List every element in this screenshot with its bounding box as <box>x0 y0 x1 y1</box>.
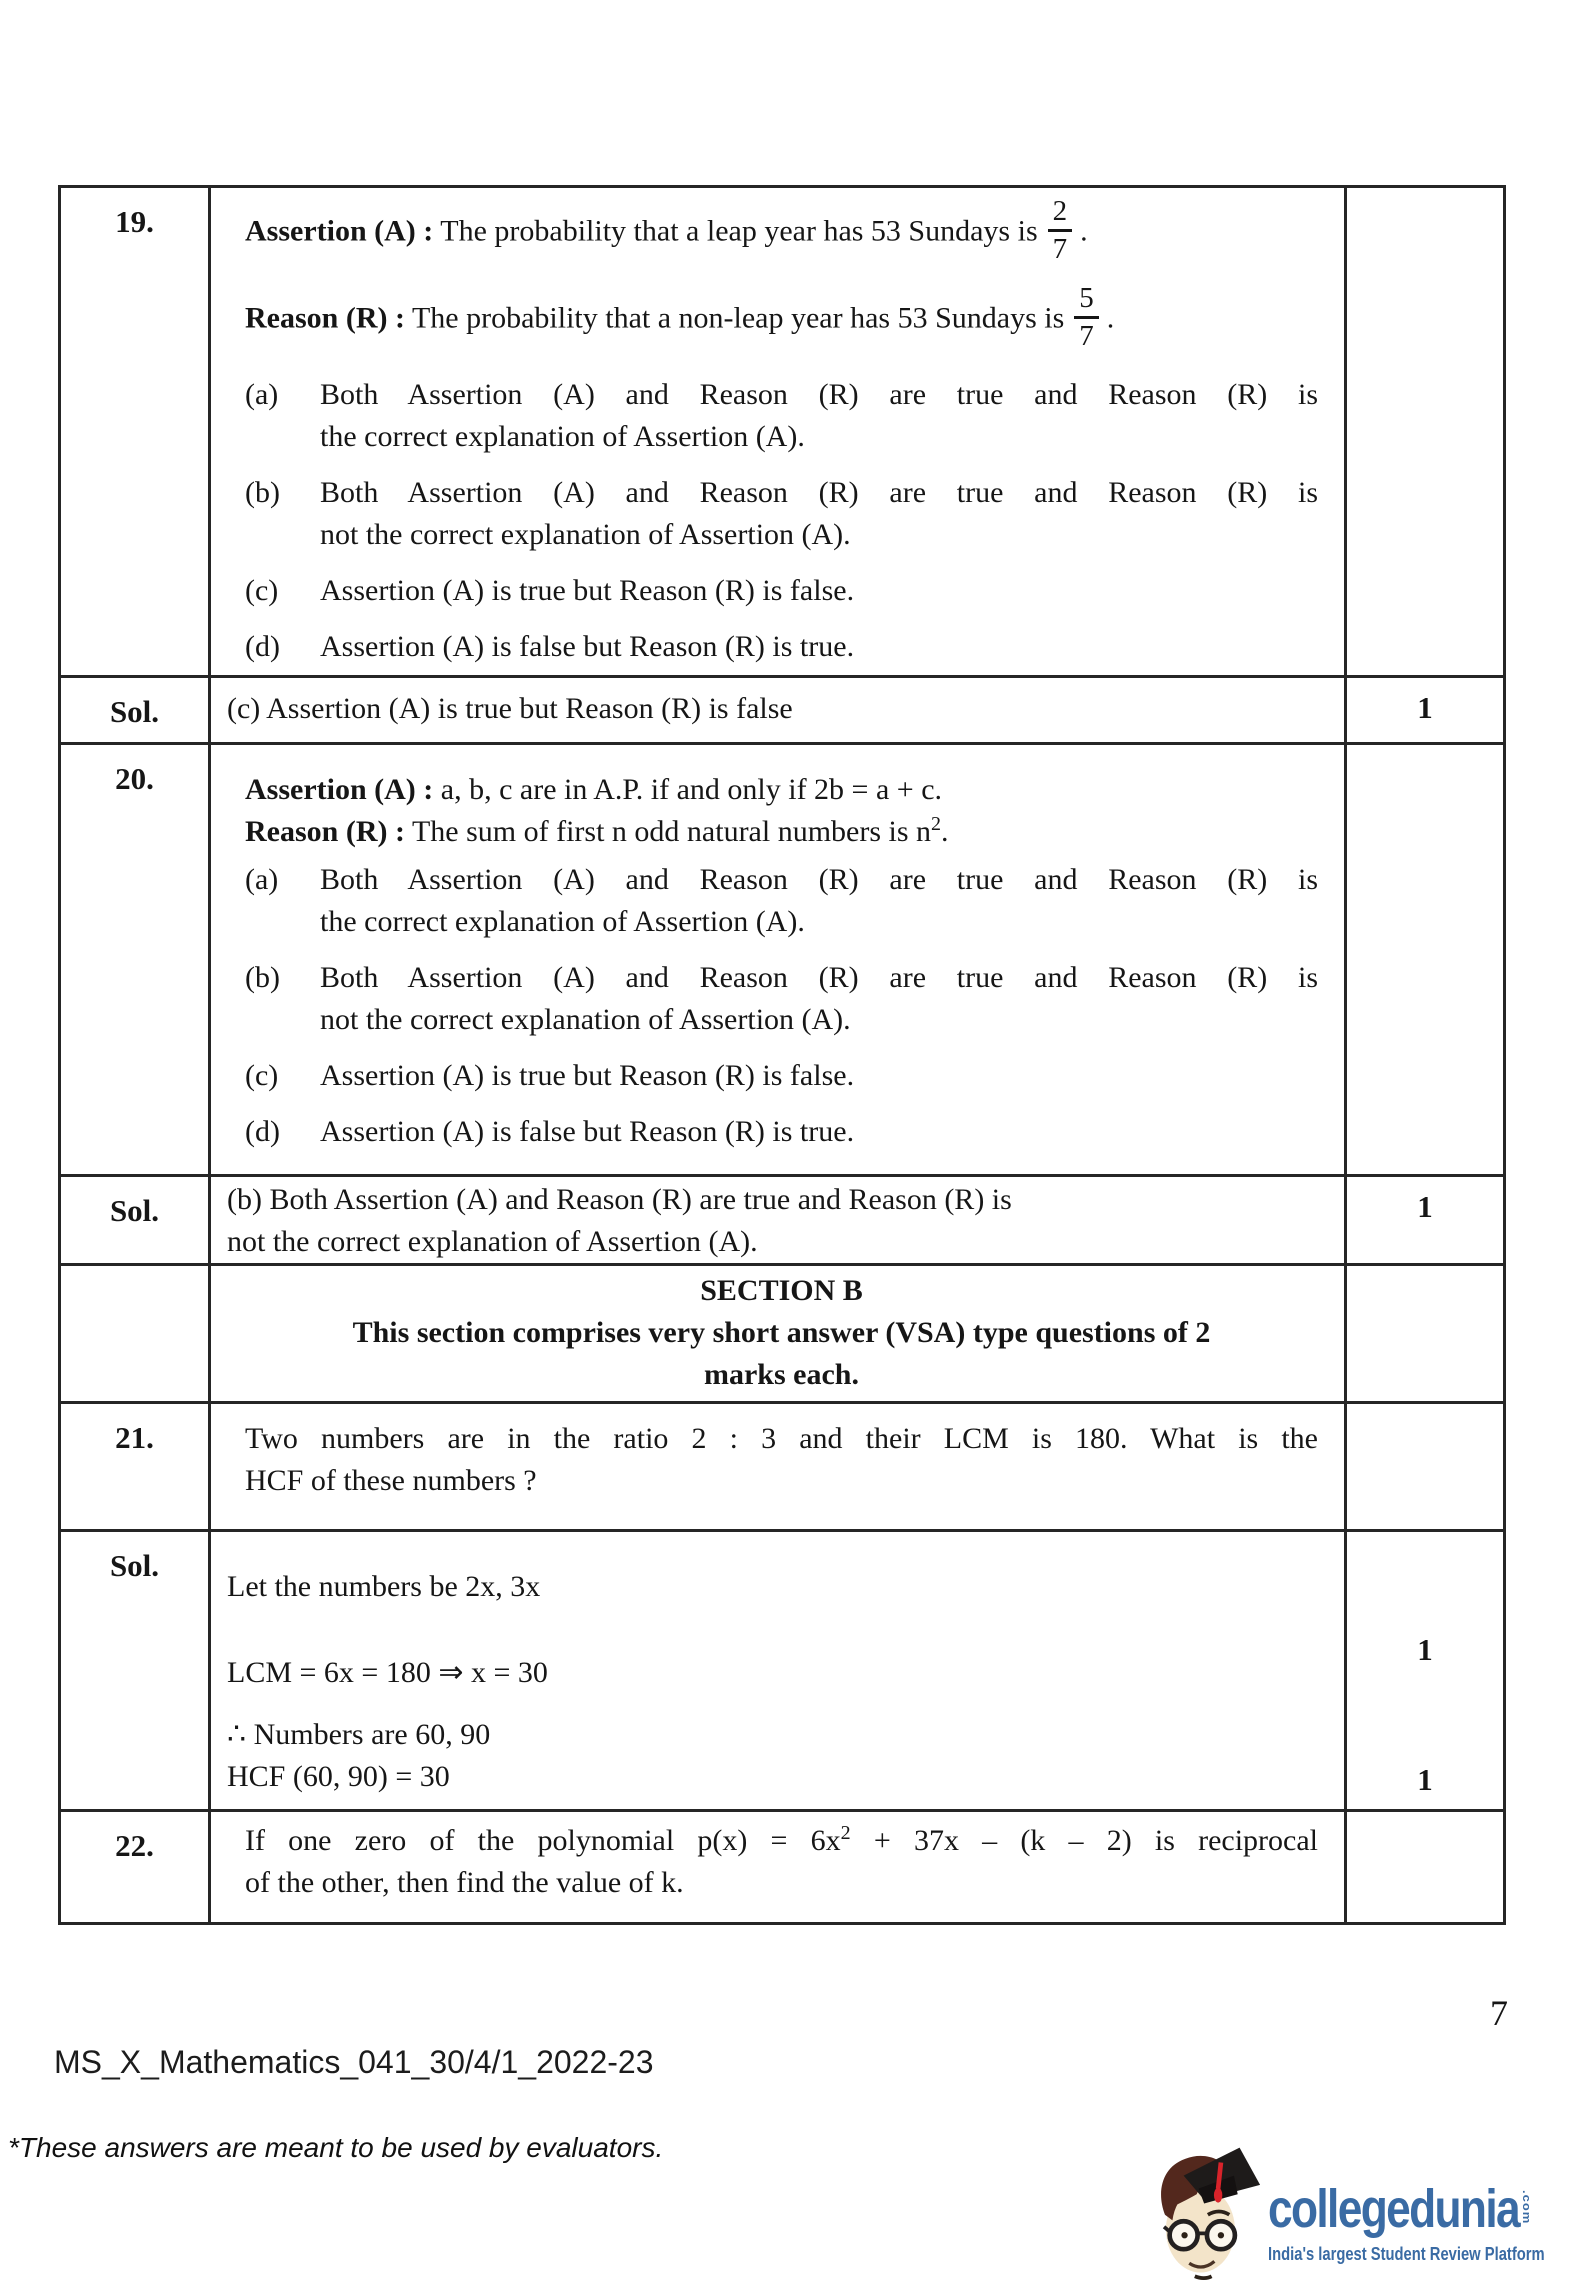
solution-19-body <box>211 678 1347 742</box>
evaluator-note: *These answers are meant to be used by evaluators. <box>8 2132 664 2163</box>
assertion-line <box>245 195 1318 269</box>
reason-period: . <box>941 815 949 848</box>
solution-label: Sol. <box>61 678 211 742</box>
question-line2: HCF of these numbers ? <box>245 1464 537 1497</box>
reason-label: Reason (R) : <box>245 815 405 848</box>
reason-text: The sum of first n odd natural numbers is n <box>411 815 932 848</box>
question-22-body <box>211 1812 1347 1922</box>
solution-text: (c) Assertion (A) is true but Reason (R) is false <box>227 692 793 725</box>
marks-value-2: 1 <box>1417 1762 1433 1797</box>
reason-text: The probability that a non-leap year has 53 Sundays is <box>411 301 1065 335</box>
option-label: (d) <box>245 1115 280 1148</box>
assertion-period: . <box>1080 214 1088 248</box>
marks-cell <box>1347 1266 1503 1401</box>
option-d: (d) Assertion (A) is false but Reason (R) is true. <box>245 1111 1318 1153</box>
fraction-5-7: $\frac{5}{7}$ <box>1074 282 1099 353</box>
polynomial-superscript: 2 <box>840 1822 851 1844</box>
section-title: SECTION B <box>700 1274 863 1307</box>
assertion-line <box>245 769 1318 811</box>
question-line2: of the other, then find the value of k. <box>245 1866 684 1899</box>
marks-cell <box>1347 188 1503 675</box>
marks-cell <box>1347 1177 1503 1263</box>
question-row-20 <box>61 745 1503 1177</box>
question-21-body <box>211 1404 1347 1529</box>
option-d: (d) Assertion (A) is false but Reason (R) is true. <box>245 626 1318 668</box>
option-label: (c) <box>245 1059 279 1092</box>
solution-line3: ∴ Numbers are 60, 90 <box>227 1718 491 1751</box>
option-a: (a) Both Assertion (A) and Reason (R) are true and Reason (R) is the correct explanation of Assertion (A). <box>245 859 1318 943</box>
solution-20-body <box>211 1177 1347 1263</box>
solution-row-20 <box>61 1177 1503 1266</box>
question-number-21: 21. <box>61 1404 211 1529</box>
solution-line2: LCM = 6x = 180 ⇒ x = 30 <box>227 1656 548 1689</box>
marking-scheme-table <box>58 185 1506 1925</box>
question-row-22 <box>61 1812 1503 1922</box>
solution-21-body <box>211 1532 1347 1809</box>
reason-line <box>245 811 1318 853</box>
marks-cell <box>1347 745 1503 1174</box>
solution-line1: (b) Both Assertion (A) and Reason (R) are true and Reason (R) is <box>227 1183 1012 1216</box>
option-a: (a) Both Assertion (A) and Reason (R) are true and Reason (R) is the correct explanation of Assertion (A). <box>245 374 1318 458</box>
option-c: (c) Assertion (A) is true but Reason (R) is false. <box>245 570 1318 612</box>
marks-cell <box>1347 1532 1503 1809</box>
options-list <box>245 374 1318 668</box>
option-c: (c) Assertion (A) is true but Reason (R) is false. <box>245 1055 1318 1097</box>
assertion-label: Assertion (A) : <box>245 214 434 248</box>
section-b-row <box>61 1266 1503 1404</box>
marks-cell <box>1347 1812 1503 1922</box>
footer-document-code: MS_X_Mathematics_041_30/4/1_2022-23 <box>54 2044 654 2080</box>
option-label: (b) <box>245 961 280 994</box>
question-number-22: 22. <box>61 1812 211 1922</box>
solution-line4: HCF (60, 90) = 30 <box>227 1760 450 1793</box>
option-label: (d) <box>245 630 280 663</box>
solution-row-19 <box>61 678 1503 745</box>
reason-superscript: 2 <box>931 813 942 835</box>
reason-label: Reason (R) : <box>245 301 405 335</box>
question-20-body <box>211 745 1347 1174</box>
assertion-text: a, b, c are in A.P. if and only if 2b = a + c. <box>440 773 943 806</box>
options-list <box>245 859 1318 1153</box>
question-19-body <box>211 188 1347 675</box>
section-b-body <box>211 1266 1347 1401</box>
marks-value-1: 1 <box>1417 1632 1433 1667</box>
question-number-20: 20. <box>61 745 211 1174</box>
fraction-2-7: $\frac{2}{7}$ <box>1048 195 1073 266</box>
brand-wordmark: collegedunia <box>1268 2179 1519 2239</box>
collegedunia-logo-text <box>1268 2179 1545 2265</box>
question-line1: Two numbers are in the ratio 2 : 3 and their LCM is 180. What is the <box>245 1422 1318 1455</box>
solution-line1: Let the numbers be 2x, 3x <box>227 1570 541 1603</box>
marks-value: 1 <box>1417 1189 1433 1224</box>
empty-number-cell <box>61 1266 211 1401</box>
section-description-line1: This section comprises very short answer (VSA) type questions of 2 <box>352 1316 1211 1349</box>
question-line1: If one zero of the polynomial $p(x) = 6x^2 + 37x - (k - 2)$ is reciprocal <box>245 1822 1318 1857</box>
solution-row-21 <box>61 1532 1503 1812</box>
solution-label: Sol. <box>61 1177 211 1263</box>
marks-cell <box>1347 678 1503 742</box>
brand-tagline: India's largest Student Review Platform <box>1268 2244 1545 2264</box>
question-row-21 <box>61 1404 1503 1532</box>
assertion-label: Assertion (A) : <box>245 773 434 806</box>
reason-line <box>245 282 1318 356</box>
marks-cell <box>1347 1404 1503 1529</box>
collegedunia-mascot-icon <box>1150 2142 1262 2280</box>
option-label: (a) <box>245 863 279 896</box>
option-label: (a) <box>245 378 279 411</box>
collegedunia-logo <box>1150 2142 1571 2280</box>
reason-period: . <box>1106 301 1115 335</box>
assertion-text: The probability that a leap year has 53 Sundays is <box>440 214 1038 248</box>
question-row-19 <box>61 188 1503 678</box>
brand-domain: .com <box>1520 2190 1533 2225</box>
option-label: (c) <box>245 574 279 607</box>
marks-value: 1 <box>1417 690 1433 725</box>
page-number: 7 <box>1490 1993 1508 2033</box>
section-description-line2: marks each. <box>704 1358 859 1391</box>
option-b: (b) Both Assertion (A) and Reason (R) are true and Reason (R) is not the correct explanation of Assertion (A). <box>245 472 1318 556</box>
option-b: (b) Both Assertion (A) and Reason (R) are true and Reason (R) is not the correct explanation of Assertion (A). <box>245 957 1318 1041</box>
option-label: (b) <box>245 476 280 509</box>
question-number-19: 19. <box>61 188 211 675</box>
solution-line2: not the correct explanation of Assertion (A). <box>227 1225 758 1258</box>
solution-label: Sol. <box>61 1532 211 1809</box>
